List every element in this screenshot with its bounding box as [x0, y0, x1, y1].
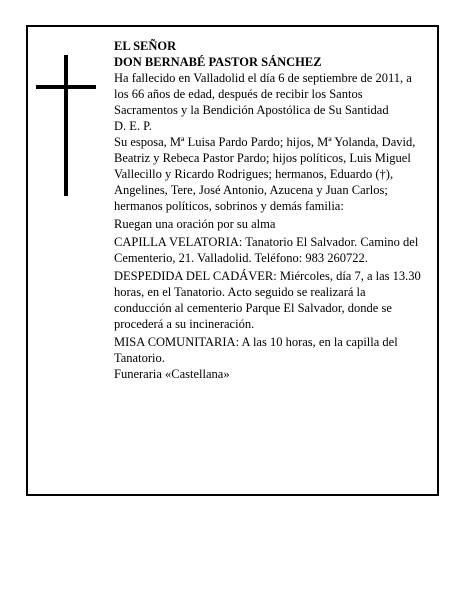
- dep-line: D. E. P.: [114, 119, 152, 133]
- mass-info: MISA COMUNITARIA: A las 10 horas, en la capilla del Tanatorio.: [114, 335, 398, 365]
- chapel-info: CAPILLA VELATORIA: Tanatorio El Salvador. Camino del Cementerio, 21. Valladolid. Teléfono: 983 260722.: [114, 235, 419, 265]
- cross-icon: [36, 55, 96, 196]
- cross-vertical-bar: [64, 55, 68, 196]
- farewell-info: DESPEDIDA DEL CADÁVER: Miércoles, día 7, a las 13.30 horas, en el Tanatorio. Acto seguido se realizará la conducción al cementerio Parque El Salvador, donde se procederá a su incineración.: [114, 269, 421, 331]
- obituary-text-block: [114, 38, 424, 382]
- death-announcement: Ha fallecido en Valladolid el día 6 de septiembre de 2011, a los 66 años de edad, después de recibir los Santos Sacramentos y la Bendición Apostólica de Su Santidad: [114, 71, 412, 117]
- cross-horizontal-bar: [36, 85, 96, 89]
- deceased-name: DON BERNABÉ PASTOR SÁNCHEZ: [114, 55, 322, 69]
- title-line: EL SEÑOR: [114, 39, 177, 53]
- family-list: Su esposa, Mª Luisa Pardo Pardo; hijos, Mª Yolanda, David, Beatriz y Rebeca Pastor Pardo; hijos políticos, Luis Miguel Vallecillo y Ricardo Rodrigues; hermanos, Eduardo (†), Angelines, Tere, José Antonio, Azucena y Juan Carlos; hermanos políticos, sobrinos y demás familia:: [114, 135, 416, 213]
- prayer-request: Ruegan una oración por su alma: [114, 217, 276, 231]
- funeral-home: Funeraria «Castellana»: [114, 367, 230, 381]
